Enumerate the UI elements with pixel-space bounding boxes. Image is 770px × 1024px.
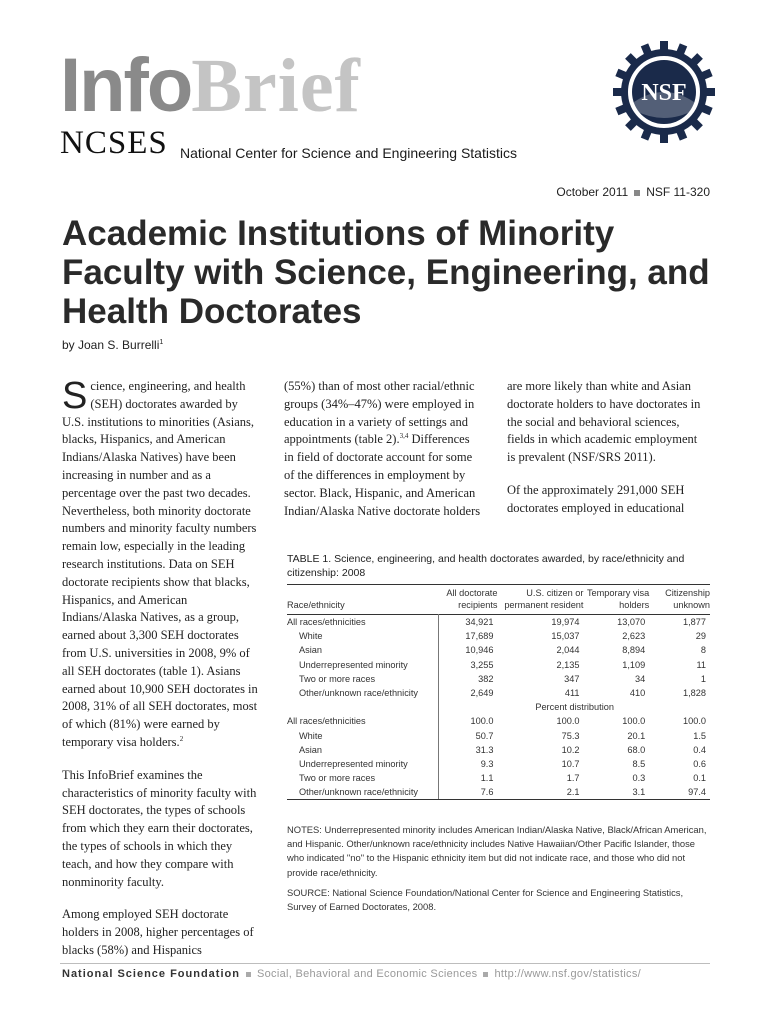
body-column-1 <box>62 375 262 975</box>
separator-square-icon <box>634 190 640 196</box>
org-name: National Center for Science and Engineering Statistics <box>180 145 517 161</box>
table-cell: 411 <box>564 688 580 699</box>
table-cell: 1.5 <box>693 730 706 741</box>
paragraph: Of the approximately 291,000 SEH doctorates employed in educational <box>507 482 685 515</box>
table-row <box>287 629 710 643</box>
table-cell: 2,044 <box>556 645 580 656</box>
footer-divider <box>60 963 710 964</box>
paragraph: This InfoBrief examines the characteristics of minority faculty with SEH doctorates, the types of schools from which they earn their doctorates, the types of schools in which they teach, and how they compare with nonminority faculty. <box>62 767 257 889</box>
table-cell: 100.0 <box>622 716 646 727</box>
table-cell: 2,623 <box>622 631 646 642</box>
table-caption: TABLE 1. Science, engineering, and health doctorates awarded, by race/ethnicity and citizenship: 2008 <box>287 553 685 579</box>
paragraph <box>62 375 262 752</box>
table-cell: 8 <box>700 645 706 656</box>
table-header-row <box>287 585 710 615</box>
row-label: Other/unknown race/ethnicity <box>299 688 418 699</box>
report-number: NSF 11-320 <box>646 185 710 199</box>
section-label: Percent distribution <box>439 700 710 714</box>
row-label: White <box>299 730 323 741</box>
table-cell: 382 <box>439 672 498 686</box>
table-cell: 0.4 <box>693 744 706 755</box>
table-cell: 17,689 <box>439 629 498 643</box>
table-cell: 1 <box>700 673 706 684</box>
table-cell: 1,828 <box>683 688 706 699</box>
table-cell: 9.3 <box>439 757 498 771</box>
table-cell: 2,649 <box>439 686 498 700</box>
source-text: SOURCE: National Science Foundation/National Center for Science and Engineering Statistics, Survey of Earned Doctorates, 2008. <box>287 886 684 913</box>
table-cell: 19,974 <box>551 617 580 628</box>
row-label: All races/ethnicities <box>287 716 366 727</box>
table-cell: 8,894 <box>622 645 646 656</box>
row-label: White <box>299 631 323 642</box>
paragraph <box>284 378 482 520</box>
table-notes <box>287 823 710 920</box>
column-header: Temporary visa holders <box>586 588 650 610</box>
table-cell: 7.6 <box>439 785 498 800</box>
publication-date: October 2011 <box>556 185 629 199</box>
table-cell: 1,877 <box>683 617 706 628</box>
table-cell: 29 <box>695 631 706 642</box>
table-row <box>287 743 710 757</box>
table-cell: 10,946 <box>439 643 498 657</box>
table-cell: 100.0 <box>683 716 706 727</box>
table-row <box>287 686 710 700</box>
table-row <box>287 785 710 800</box>
body-column-2 <box>284 378 482 535</box>
table-row <box>287 757 710 771</box>
footer-directorate: Social, Behavioral and Economic Sciences <box>256 968 478 980</box>
table-cell: 0.3 <box>632 773 646 784</box>
table-cell: 15,037 <box>551 631 580 642</box>
author: by Joan S. Burrelli <box>62 338 160 352</box>
body-column-3 <box>507 378 705 533</box>
column-header: U.S. citizen or permanent resident <box>504 588 584 610</box>
table-cell: 1.7 <box>566 773 580 784</box>
logo-brief-text: Brief <box>191 44 361 128</box>
nsf-seal-tooth <box>660 131 668 143</box>
table-cell: 13,070 <box>617 617 646 628</box>
page-title: Academic Institutions of Minority Faculty with Science, Engineering, and Health Doctorates <box>62 214 710 331</box>
row-label: Underrepresented minority <box>299 659 408 670</box>
table-cell: 1,109 <box>622 659 646 670</box>
table-cell: 75.3 <box>561 730 580 741</box>
table-cell: 347 <box>564 673 580 684</box>
row-label: Other/unknown race/ethnicity <box>287 785 439 800</box>
ncses-logo: NCSES <box>60 125 168 161</box>
row-label: Two or more races <box>299 773 376 784</box>
nsf-seal-icon <box>612 40 716 144</box>
table-1 <box>287 552 710 800</box>
table-row <box>287 729 710 743</box>
separator-square-icon <box>246 972 251 977</box>
paragraph: Among employed SEH doctorate holders in 2008, higher percentages of blacks (58%) and Hispanics <box>62 907 254 957</box>
table-row <box>287 615 710 630</box>
table-cell <box>287 700 439 714</box>
column-header: Race/ethnicity <box>287 600 345 610</box>
footer <box>62 968 641 980</box>
table-cell: 410 <box>629 688 646 699</box>
section-row <box>287 700 710 714</box>
table-cell: 3.1 <box>583 785 649 800</box>
table-cell: 0.6 <box>693 758 706 769</box>
data-table <box>287 584 710 800</box>
dateline <box>556 185 710 199</box>
table-cell: 8.5 <box>632 758 646 769</box>
footnote-ref: 2 <box>179 734 184 743</box>
table-cell: 34,921 <box>439 615 498 630</box>
row-label: All races/ethnicities <box>287 617 366 628</box>
table-row <box>287 658 710 672</box>
footnote-ref: 3,4 <box>399 432 409 441</box>
table-row <box>287 771 710 785</box>
table-cell: 31.3 <box>439 743 498 757</box>
table-cell: 11 <box>696 659 706 670</box>
table-cell: 2.1 <box>497 785 583 800</box>
table-row <box>287 672 710 686</box>
row-label: Two or more races <box>299 673 376 684</box>
table-cell: 97.4 <box>649 785 710 800</box>
table-cell: 3,255 <box>439 658 498 672</box>
column-header: Citizenship unknown <box>665 588 710 610</box>
separator-square-icon <box>483 972 488 977</box>
paragraph-text: cience, engineering, and health (SEH) doctorates awarded by U.S. institutions to minorities (Asians, blacks, Hispanics, and American Indians/Alaska Natives) have been increasing in number and as a percentage over the past two decades. Nevertheless, both minority doctorate numbers and minority faculty numbers remain low, especially in the leading research institutions. Data on SEH doctorate recipients show that blacks, Hispanics, and American Indians/Alaska Natives, as a group, earned about 3,300 SEH doctorates from U.S. universities in 2008, 9% of all SEH doctorates (table 1). Asians earned about 10,900 SEH doctorates in 2008, 31% of all SEH doctorates, most of which (81%) were earned by temporary visa holders. <box>62 379 258 749</box>
column-header: All doctorate recipients <box>446 588 498 610</box>
table-cell: 50.7 <box>439 729 498 743</box>
row-label: Asian <box>299 645 322 656</box>
paragraph-text: (55%) than of most other racial/ethnic groups (34%–47%) were employed in education in a variety of settings and appointments (table 2). <box>284 379 475 447</box>
drop-cap: S <box>62 375 88 417</box>
logo-info-text: Info <box>60 43 192 128</box>
table-row <box>287 643 710 657</box>
byline <box>62 338 163 352</box>
footnote-ref: 1 <box>159 339 164 346</box>
table-cell: 100.0 <box>556 716 580 727</box>
table-cell: 10.7 <box>561 758 580 769</box>
row-label: Asian <box>299 744 322 755</box>
paragraph: are more likely than white and Asian doctorate holders to have doctorates in the social and behavioral sciences, fields in which academic employment is prevalent (NSF/SRS 2011). <box>507 379 701 465</box>
nsf-seal-tooth <box>660 41 668 53</box>
footer-url[interactable]: http://www.nsf.gov/statistics/ <box>494 968 642 980</box>
table-cell: 68.0 <box>627 744 646 755</box>
paragraph-text: Differences in field of doctorate account for some of the differences in employment by sector. Black, Hispanic, and American Indian/Alaska Native doctorate holders <box>284 432 481 518</box>
table-cell: 100.0 <box>439 714 498 728</box>
table-cell: 10.2 <box>561 744 580 755</box>
row-label: Underrepresented minority <box>299 758 408 769</box>
nsf-seal-tooth <box>613 88 625 96</box>
table-cell: 20.1 <box>627 730 646 741</box>
nsf-seal-text: NSF <box>641 80 687 106</box>
table-cell: 2,135 <box>556 659 580 670</box>
nsf-seal-tooth <box>703 88 715 96</box>
table-cell: 0.1 <box>693 773 706 784</box>
table-row <box>287 714 710 728</box>
table-cell: 1.1 <box>439 771 498 785</box>
table-cell: 34 <box>635 673 646 684</box>
footer-org: National Science Foundation <box>62 968 240 980</box>
infobrief-logo <box>60 43 361 128</box>
notes-text: NOTES: Underrepresented minority includes American Indian/Alaska Native, Black/African American, and Hispanic. Other/unknown race/ethnicity includes Native Hawaiian/Other Pacific Islander, those who indicated "no" to the Hispanic ethnicity item but did not indicate race, and those who did not provide race/ethnicity. <box>287 824 707 878</box>
